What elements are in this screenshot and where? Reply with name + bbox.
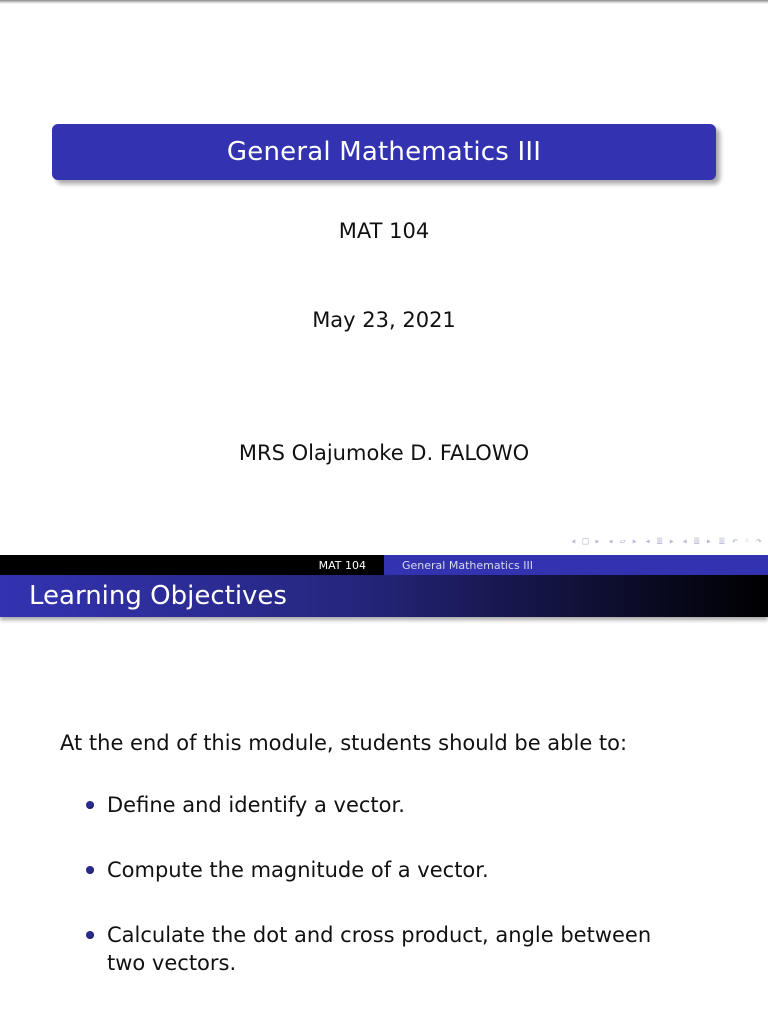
course-code: MAT 104 bbox=[338, 219, 430, 243]
nav-subsection-icon[interactable]: ◂ ▱ ▸ bbox=[607, 536, 638, 547]
frame-title: Learning Objectives bbox=[29, 581, 287, 611]
nav-back-search-icon[interactable]: ↶ ◦ ↷ bbox=[731, 536, 762, 547]
objective-text: Define and identify a vector. bbox=[107, 793, 405, 817]
presentation-date: May 23, 2021 bbox=[312, 308, 456, 332]
intro-text: At the end of this module, students should be able to: bbox=[60, 731, 628, 755]
nav-document-icon[interactable]: ◂ ≣ ▸ bbox=[681, 536, 712, 547]
list-item bbox=[86, 921, 686, 977]
nav-frame-icon[interactable]: ◂ □ ▸ bbox=[570, 536, 601, 547]
bullet-icon bbox=[86, 931, 94, 939]
bullet-icon bbox=[86, 866, 94, 874]
nav-outline-icon[interactable]: ≣ bbox=[718, 536, 725, 547]
objective-text: Compute the magnitude of a vector. bbox=[107, 858, 489, 882]
objectives-list bbox=[86, 791, 686, 977]
beamer-navigation-bar bbox=[570, 536, 762, 547]
presentation-title: General Mathematics III bbox=[226, 137, 542, 167]
author-name: MRS Olajumoke D. FALOWO bbox=[238, 441, 530, 465]
objective-text: Calculate the dot and cross product, angle between two vectors. bbox=[107, 923, 652, 975]
title-box bbox=[52, 124, 716, 180]
list-item bbox=[86, 791, 686, 819]
objectives-slide bbox=[0, 555, 768, 1024]
list-item bbox=[86, 856, 686, 884]
headline-course-title: General Mathematics III bbox=[384, 555, 768, 575]
nav-section-icon[interactable]: ◂ ≣ ▸ bbox=[644, 536, 675, 547]
headline-course-code: MAT 104 bbox=[0, 555, 384, 575]
slide-headline bbox=[0, 555, 768, 575]
bullet-icon bbox=[86, 801, 94, 809]
frame-title-bar bbox=[0, 575, 768, 617]
